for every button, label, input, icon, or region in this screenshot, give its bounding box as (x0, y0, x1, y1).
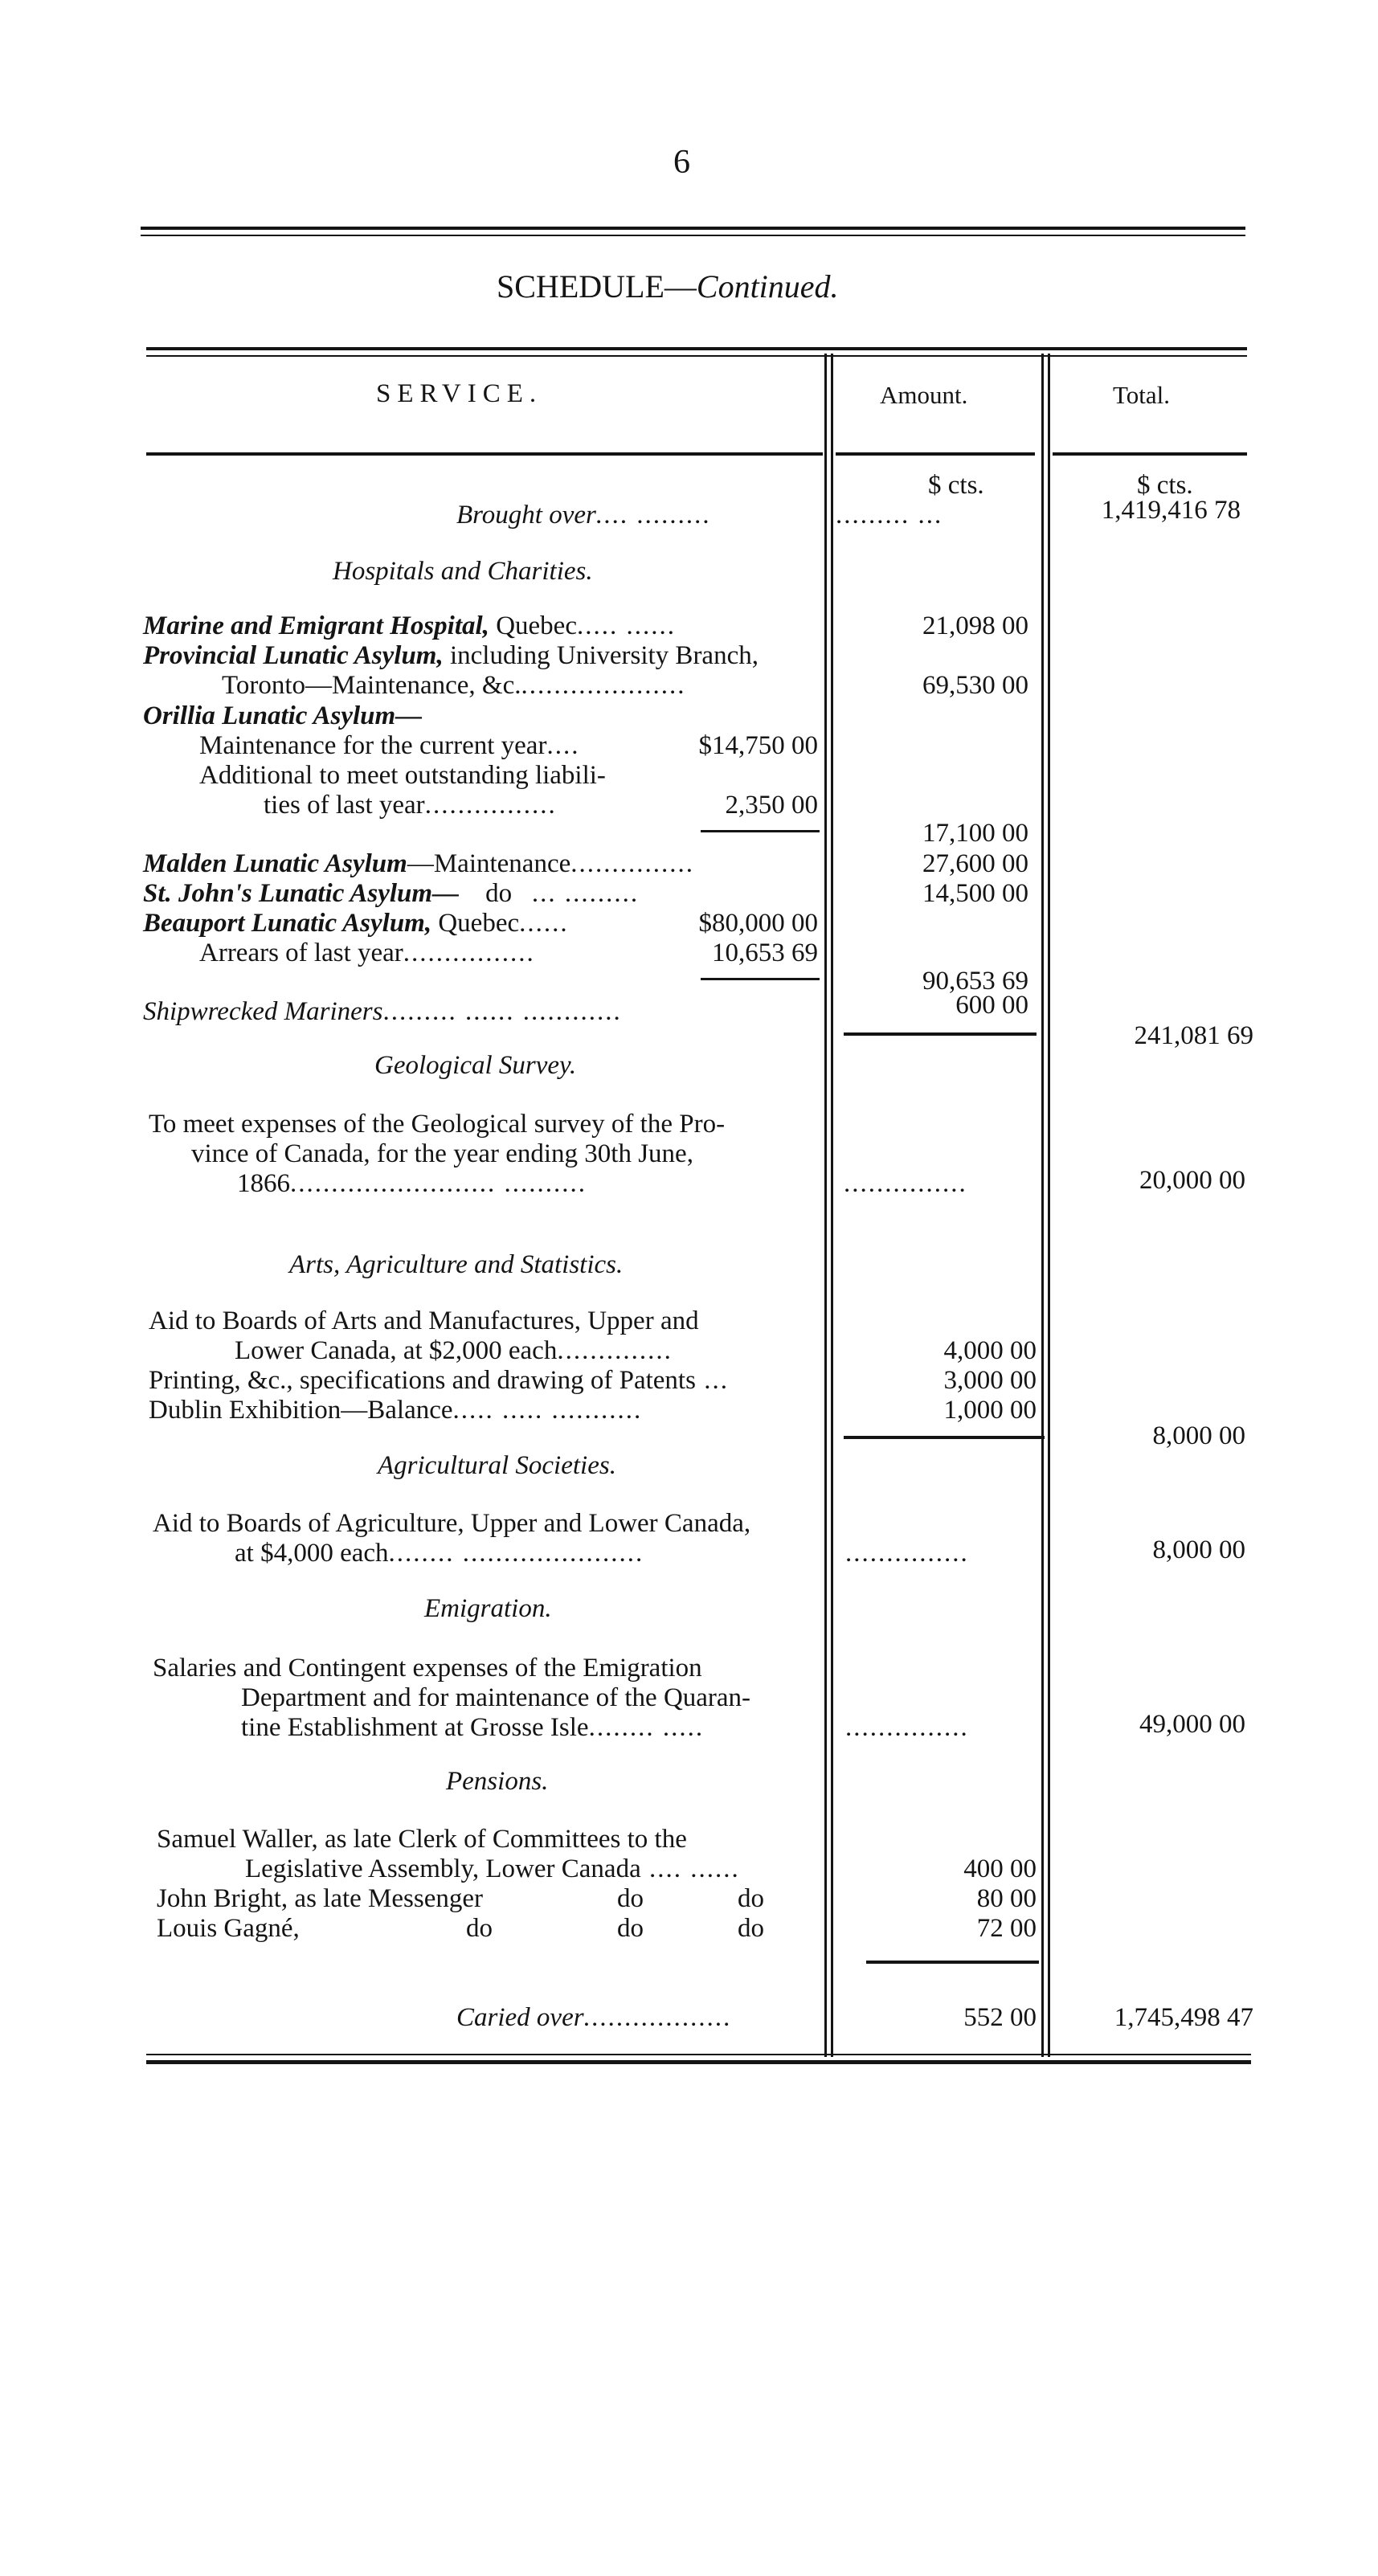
agricultural-heading: Agricultural Societies. (378, 1451, 616, 1480)
geological-heading: Geological Survey. (374, 1051, 577, 1080)
malden-asylum-line: Malden Lunatic Asylum—Maintenance............... (143, 849, 694, 878)
arts-aid-line2: Lower Canada, at $2,000 each.............. (235, 1336, 673, 1365)
waller-amount: 400 00 (963, 1854, 1037, 1883)
malden-asylum-amount: 27,600 00 (922, 849, 1028, 878)
pensions-heading: Pensions. (446, 1767, 549, 1796)
brought-over-total: 1,419,416 78 (1101, 496, 1241, 525)
bottom-rule (146, 2060, 1251, 2064)
geological-line1: To meet expenses of the Geological survey of the Pro- (149, 1110, 726, 1139)
printing-amount: 3,000 00 (943, 1366, 1037, 1395)
hospitals-total: 241,081 69 (1134, 1021, 1253, 1050)
bright-name: John Bright, as late Messenger (157, 1884, 484, 1913)
top-rule-thin (141, 235, 1245, 236)
column-divider-1b (831, 354, 833, 2057)
arts-total: 8,000 00 (1152, 1421, 1245, 1450)
gagne-amount: 72 00 (976, 1914, 1037, 1943)
schedule-title: SCHEDULE—Continued. (497, 268, 839, 305)
orillia-asylum-name: Orillia Lunatic Asylum— (143, 701, 423, 730)
orillia-maintenance-value: $14,750 00 (698, 731, 818, 760)
hospitals-total-rule (844, 1032, 1037, 1036)
emigration-dots: ............... (845, 1713, 969, 1742)
bright-do-1: do (617, 1884, 644, 1913)
marine-hospital-amount: 21,098 00 (922, 611, 1028, 640)
waller-line1: Samuel Waller, as late Clerk of Committees to the (157, 1825, 687, 1854)
orillia-last-year-value: 2,350 00 (725, 791, 818, 820)
header-rule-top-thin (146, 355, 1247, 357)
waller-line2: Legislative Assembly, Lower Canada .... ...... (245, 1854, 740, 1883)
geological-line3: 1866......................... .......... (237, 1169, 587, 1198)
column-divider-2a (1041, 354, 1044, 2057)
agricultural-total: 8,000 00 (1152, 1535, 1245, 1564)
total-currency: $ cts. (1137, 471, 1193, 500)
arts-heading: Arts, Agriculture and Statistics. (289, 1250, 624, 1279)
gagne-do-1: do (617, 1914, 644, 1943)
beauport-arrears-value: 10,653 69 (712, 938, 818, 967)
arts-aid-line1: Aid to Boards of Arts and Manufactures, Upper and (149, 1306, 699, 1335)
arts-aid-amount: 4,000 00 (943, 1336, 1037, 1365)
carried-over-label: Caried over.................. (456, 2003, 733, 2032)
st-john-asylum-line: St. John's Lunatic Asylum— do ... ......... (143, 879, 640, 908)
gagne-do-0: do (466, 1914, 493, 1943)
column-header-amount: Amount. (880, 381, 968, 409)
beauport-amount: 90,653 69 (922, 967, 1028, 996)
header-rule-top (146, 347, 1247, 350)
marine-hospital-line: Marine and Emigrant Hospital, Quebec..... ...... (143, 611, 676, 640)
hospitals-heading: Hospitals and Charities. (333, 557, 593, 586)
column-header-service: SERVICE. (376, 379, 543, 408)
shipwrecked-line: Shipwrecked Mariners......... ...... ............ (143, 997, 622, 1026)
dublin-line: Dublin Exhibition—Balance..... ..... ........... (149, 1396, 643, 1425)
header-rule-service (146, 452, 823, 456)
geological-total: 20,000 00 (1139, 1166, 1245, 1195)
emigration-line3: tine Establishment at Grosse Isle........ ..... (241, 1713, 705, 1742)
emigration-total: 49,000 00 (1139, 1710, 1245, 1739)
bright-amount: 80 00 (976, 1884, 1037, 1913)
provincial-asylum-line1: Provincial Lunatic Asylum, including University Branch, (143, 641, 759, 670)
orillia-last-year-line: ties of last year................ (264, 791, 557, 820)
agricultural-line1: Aid to Boards of Agriculture, Upper and Lower Canada, (153, 1509, 751, 1538)
beauport-subtotal-rule (701, 978, 820, 980)
page-number: 6 (673, 144, 690, 181)
carried-over-total: 1,745,498 47 (1114, 2003, 1253, 2032)
agricultural-dots: ............... (845, 1539, 969, 1568)
amount-currency: $ cts. (928, 471, 984, 500)
column-header-total: Total. (1113, 381, 1171, 409)
gagne-name: Louis Gagné, (157, 1914, 300, 1943)
agricultural-line2: at $4,000 each........ ...................... (235, 1539, 644, 1568)
header-rule-amount (836, 452, 1035, 456)
orillia-additional-line: Additional to meet outstanding liabili- (199, 761, 606, 790)
provincial-asylum-amount: 69,530 00 (922, 671, 1028, 700)
emigration-line2: Department and for maintenance of the Quaran- (241, 1683, 751, 1712)
arts-total-rule (844, 1436, 1045, 1439)
st-john-asylum-amount: 14,500 00 (922, 879, 1028, 908)
carried-over-amount: 552 00 (963, 2003, 1037, 2032)
printing-line: Printing, &c., specifications and drawing of Patents ... (149, 1366, 729, 1395)
bright-do-2: do (738, 1884, 764, 1913)
brought-over-label: Brought over.... ......... (456, 501, 712, 530)
provincial-asylum-line2: Toronto—Maintenance, &c..................... (222, 671, 686, 700)
brought-over-dots: ......... ... (836, 501, 943, 530)
pensions-subtotal-rule (866, 1961, 1039, 1964)
gagne-do-2: do (738, 1914, 764, 1943)
dublin-amount: 1,000 00 (943, 1396, 1037, 1425)
column-divider-1a (824, 354, 827, 2057)
geological-dots: ............... (844, 1169, 967, 1198)
column-divider-2b (1048, 354, 1050, 2057)
orillia-amount: 17,100 00 (922, 819, 1028, 848)
beauport-arrears-line: Arrears of last year................ (199, 938, 535, 967)
emigration-line1: Salaries and Contingent expenses of the Emigration (153, 1654, 702, 1683)
bottom-rule-thin (146, 2054, 1251, 2055)
beauport-asylum-line: Beauport Lunatic Asylum, Quebec...... (143, 909, 569, 938)
header-rule-total (1053, 452, 1247, 456)
beauport-value: $80,000 00 (698, 909, 818, 938)
emigration-heading: Emigration. (424, 1594, 552, 1623)
geological-line2: vince of Canada, for the year ending 30th June, (191, 1139, 693, 1168)
orillia-maintenance-line: Maintenance for the current year.... (199, 731, 580, 760)
top-rule (141, 227, 1245, 230)
orillia-subtotal-rule (701, 830, 820, 832)
shipwrecked-amount: 600 00 (955, 991, 1028, 1020)
